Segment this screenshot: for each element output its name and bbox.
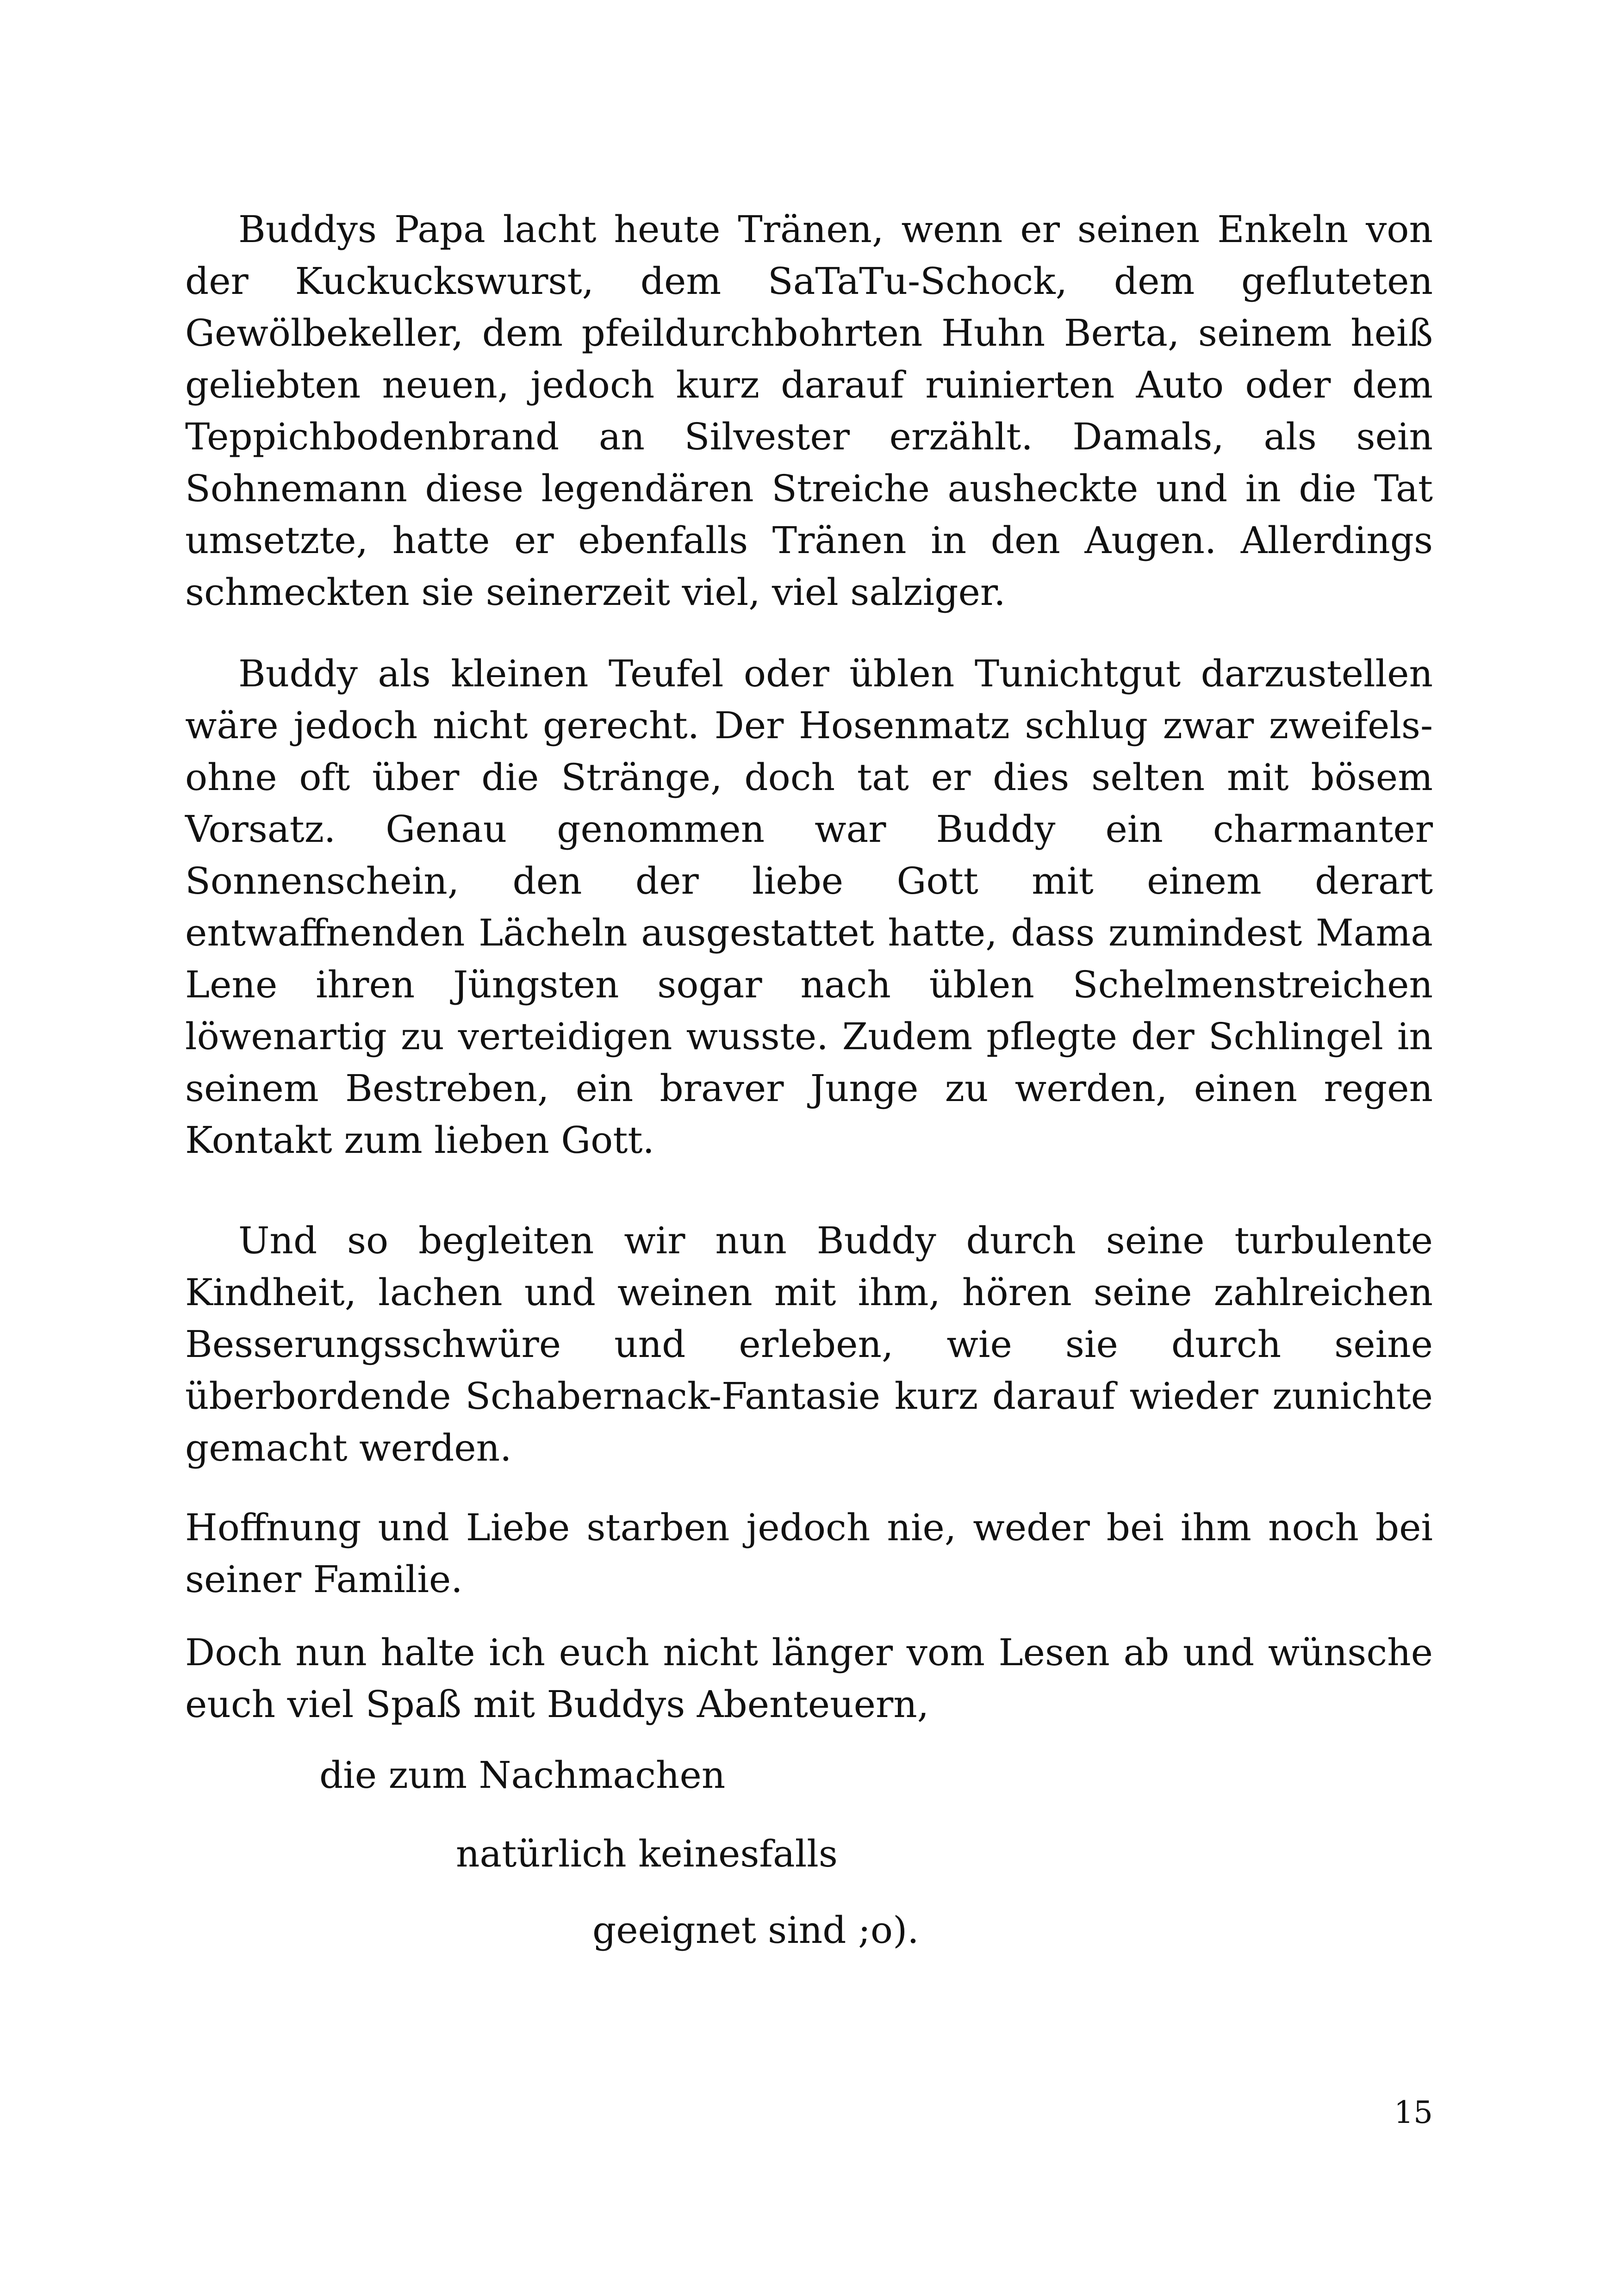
page-number: 15 xyxy=(1394,2095,1433,2130)
paragraph-2: Buddy als kleinen Teufel oder üblen Tunichtgut darzustellen wäre jedoch nicht gerecht. Der Hosenmatz schlug zwar zweifelsohne oft über die Stränge, doch tat er dies selten mit bösem Vorsatz. Genau genommen war Buddy ein charmanter Sonnenschein, den der liebe Gott mit einem derart entwaffnenden Lächeln ausgestattet hatte, dass zumindest Mama Lene ihren Jüngsten sogar nach üblen Schelmenstreichen löwenartig zu verteidigen wusste. Zudem pflegte der Schlingel in seinem Bestreben, ein braver Junge zu werden, einen regen Kontakt zum lieben Gott. xyxy=(185,652,1433,1162)
paragraph-4: Hoffnung und Liebe starben jedoch nie, weder bei ihm noch bei seiner Familie. xyxy=(185,1506,1433,1601)
closing-line-1: die zum Nachmachen xyxy=(319,1754,726,1797)
paragraph-3: Und so begleiten wir nun Buddy durch seine turbulente Kindheit, lachen und weinen mit ihm, hören seine zahlreichen Besserungsschwüre und erleben, wie sie durch seine überbordende Schabernack-Fantasie kurz darauf wieder zunichte gemacht werden. xyxy=(185,1219,1433,1469)
closing-line-2: natürlich keinesfalls xyxy=(456,1832,838,1875)
closing-line-3: geeignet sind ;o). xyxy=(592,1909,919,1952)
paragraph-5: Doch nun halte ich euch nicht länger vom Lesen ab und wünsche euch viel Spaß mit Buddys Abenteuern, xyxy=(185,1631,1433,1726)
paragraph-1: Buddys Papa lacht heute Tränen, wenn er seinen Enkeln von der Kuckuckswurst, dem SaTaTu-Schock, dem gefluteten Gewölbekeller, dem pfeildurchbohrten Huhn Berta, seinem heiß geliebten neuen, jedoch kurz darauf ruinierten Auto oder dem Teppichbodenbrand an Silvester erzählt. Damals, als sein Sohnemann diese legendären Streiche ausheckte und in die Tat umsetzte, hatte er ebenfalls Tränen in den Augen. Allerdings schmeckten sie seinerzeit viel, viel salziger. xyxy=(185,208,1433,614)
